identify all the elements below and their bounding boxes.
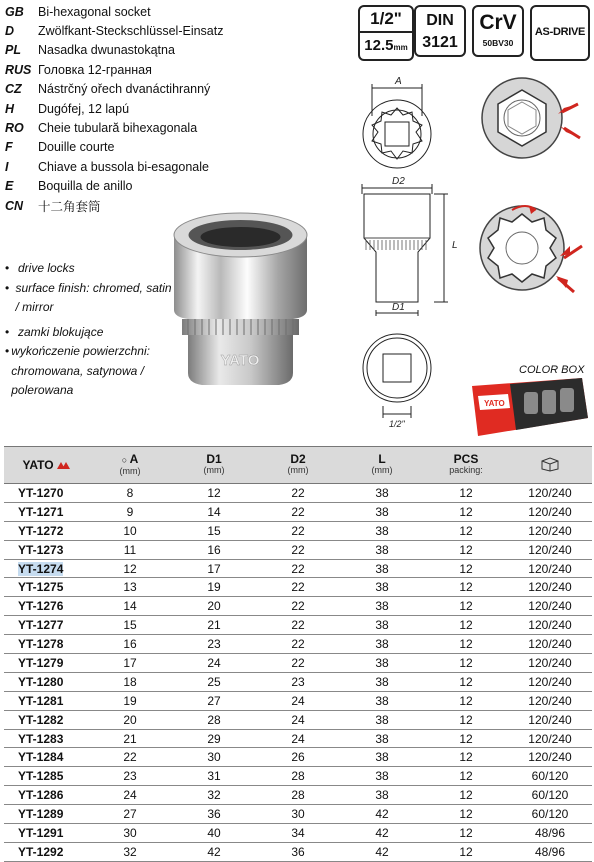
cell-d2: 22 <box>256 521 340 540</box>
cell-d1: 15 <box>172 521 256 540</box>
cell-a: 12 <box>88 559 172 578</box>
language-name: Dugófej, 12 lapú <box>38 101 130 116</box>
language-name: Cheie tubulară bihexagonala <box>38 121 198 136</box>
cell-d1: 42 <box>172 842 256 861</box>
header-d1: D1 (mm) <box>172 447 256 484</box>
cell-box: 120/240 <box>508 672 592 691</box>
cell-a: 23 <box>88 767 172 786</box>
cell-box: 120/240 <box>508 710 592 729</box>
table-row <box>4 502 592 521</box>
dim-a-label: A <box>395 76 402 87</box>
table-row <box>4 578 592 597</box>
table-row <box>4 842 592 861</box>
table-header-row <box>4 447 592 484</box>
din-standard-badge: DIN 3121 <box>414 5 466 57</box>
cell-pcs: 12 <box>424 578 508 597</box>
language-name: Chiave a bussola bi-esagonale <box>38 159 209 174</box>
header-l: L (mm) <box>340 447 424 484</box>
language-name: Bi-hexagonal socket <box>38 4 151 19</box>
cell-d2: 23 <box>256 672 340 691</box>
language-code: RUS <box>5 62 32 77</box>
table-row <box>4 710 592 729</box>
language-name: Boquilla de anillo <box>38 179 133 194</box>
cell-code: YT-1281 <box>4 691 88 710</box>
cell-code: YT-1276 <box>4 597 88 616</box>
cell-a: 13 <box>88 578 172 597</box>
cell-d1: 16 <box>172 540 256 559</box>
cell-d1: 14 <box>172 502 256 521</box>
cell-pcs: 12 <box>424 654 508 673</box>
table-row <box>4 521 592 540</box>
cell-code: YT-1280 <box>4 672 88 691</box>
cell-d1: 31 <box>172 767 256 786</box>
cell-l: 38 <box>340 578 424 597</box>
cell-d2: 22 <box>256 484 340 503</box>
yato-logo: YATO <box>22 460 69 471</box>
cell-pcs: 12 <box>424 805 508 824</box>
features-pl: • zamki blokujące • wykończenie powierzchni: chromowana, satynowa / polerowana <box>5 323 175 401</box>
cell-box: 120/240 <box>508 502 592 521</box>
cell-l: 38 <box>340 521 424 540</box>
dim-d1-label: D1 <box>392 302 405 313</box>
cell-box: 120/240 <box>508 578 592 597</box>
cell-code: YT-1285 <box>4 767 88 786</box>
language-name: Zwölfkant-Steckschlüssel-Einsatz <box>38 24 224 39</box>
cell-code: YT-1283 <box>4 729 88 748</box>
cell-code: YT-1275 <box>4 578 88 597</box>
cell-d1: 12 <box>172 484 256 503</box>
cell-pcs: 12 <box>424 691 508 710</box>
cell-l: 38 <box>340 635 424 654</box>
cell-code: YT-1292 <box>4 842 88 861</box>
cell-l: 38 <box>340 691 424 710</box>
cell-box: 48/96 <box>508 824 592 843</box>
language-code: RO <box>5 121 24 136</box>
language-code: F <box>5 140 13 155</box>
cell-l: 42 <box>340 805 424 824</box>
cell-d2: 22 <box>256 540 340 559</box>
cell-l: 38 <box>340 484 424 503</box>
cell-d2: 22 <box>256 654 340 673</box>
dim-l-label: L <box>452 240 458 251</box>
cell-l: 38 <box>340 616 424 635</box>
language-name: Nástrčný ořech dvanáctihranný <box>38 82 211 97</box>
table-row <box>4 786 592 805</box>
cell-a: 14 <box>88 597 172 616</box>
language-code: H <box>5 101 15 116</box>
cell-pcs: 12 <box>424 748 508 767</box>
language-list <box>5 2 275 215</box>
language-code: E <box>5 179 14 194</box>
cell-code: YT-1278 <box>4 635 88 654</box>
language-name: Головка 12-гранная <box>38 62 152 77</box>
table-row <box>4 559 592 578</box>
cell-code: YT-1291 <box>4 824 88 843</box>
feature-item: zamki blokujące <box>18 324 104 339</box>
cell-a: 18 <box>88 672 172 691</box>
cell-l: 38 <box>340 597 424 616</box>
colorbox-label: COLOR BOX <box>519 364 585 376</box>
cell-pcs: 12 <box>424 597 508 616</box>
cell-pcs: 12 <box>424 521 508 540</box>
cell-box: 60/120 <box>508 786 592 805</box>
header-brand <box>4 447 88 484</box>
header-a: ○ A (mm) <box>88 447 172 484</box>
cell-box: 120/240 <box>508 635 592 654</box>
cell-d2: 36 <box>256 842 340 861</box>
cell-code: YT-1289 <box>4 805 88 824</box>
cell-d2: 22 <box>256 635 340 654</box>
header-box <box>508 447 592 484</box>
drive-size-inch: 1/2" <box>360 7 412 33</box>
socket-photo <box>168 205 313 395</box>
cell-a: 20 <box>88 710 172 729</box>
language-name: Nasadka dwunastokątna <box>38 43 175 58</box>
cell-d1: 30 <box>172 748 256 767</box>
feature-item: drive locks <box>18 261 75 275</box>
cell-box: 120/240 <box>508 691 592 710</box>
cell-d1: 21 <box>172 616 256 635</box>
cell-a: 11 <box>88 540 172 559</box>
as-drive-illustration <box>474 68 590 308</box>
cell-box: 120/240 <box>508 729 592 748</box>
language-code: I <box>5 159 9 174</box>
table-row <box>4 597 592 616</box>
cell-pcs: 12 <box>424 824 508 843</box>
cell-box: 60/120 <box>508 805 592 824</box>
cell-d1: 23 <box>172 635 256 654</box>
cell-a: 16 <box>88 635 172 654</box>
cell-a: 27 <box>88 805 172 824</box>
material-badge: CrV 50BV30 <box>472 5 524 57</box>
cell-code: YT-1273 <box>4 540 88 559</box>
cell-pcs: 12 <box>424 484 508 503</box>
cell-code: YT-1271 <box>4 502 88 521</box>
language-row <box>5 157 275 176</box>
cell-l: 38 <box>340 767 424 786</box>
as-drive-badge: AS-DRIVE <box>530 5 590 61</box>
cell-a: 24 <box>88 786 172 805</box>
language-row <box>5 21 275 40</box>
language-row <box>5 118 275 137</box>
cell-box: 120/240 <box>508 521 592 540</box>
feature-item: wykończenie powierzchni: chromowana, satynowa / polerowana <box>11 344 150 397</box>
carton-box-icon <box>540 456 560 472</box>
language-row <box>5 2 275 21</box>
cell-d2: 34 <box>256 824 340 843</box>
cell-a: 22 <box>88 748 172 767</box>
cell-a: 10 <box>88 521 172 540</box>
table-row <box>4 691 592 710</box>
language-name: Douille courte <box>38 140 115 155</box>
cell-d2: 24 <box>256 710 340 729</box>
cell-pcs: 12 <box>424 767 508 786</box>
header-pcs: PCS packing: <box>424 447 508 484</box>
header-d2: D2 (mm) <box>256 447 340 484</box>
cell-pcs: 12 <box>424 540 508 559</box>
cell-box: 120/240 <box>508 616 592 635</box>
socket-brand-text: YATO <box>220 352 260 369</box>
cell-d2: 22 <box>256 597 340 616</box>
cell-d1: 25 <box>172 672 256 691</box>
table-row <box>4 767 592 786</box>
cell-d2: 22 <box>256 578 340 597</box>
colorbox-image <box>472 378 588 436</box>
cell-pcs: 12 <box>424 842 508 861</box>
cell-a: 9 <box>88 502 172 521</box>
cell-d1: 20 <box>172 597 256 616</box>
language-row <box>5 60 275 79</box>
cell-d2: 22 <box>256 502 340 521</box>
cell-pcs: 12 <box>424 616 508 635</box>
cell-a: 30 <box>88 824 172 843</box>
cell-d2: 26 <box>256 748 340 767</box>
cell-a: 32 <box>88 842 172 861</box>
cell-l: 38 <box>340 748 424 767</box>
table-row <box>4 484 592 503</box>
cell-code: YT-1279 <box>4 654 88 673</box>
table-row <box>4 805 592 824</box>
drive-size-mm: 12.5mm <box>364 37 408 54</box>
feature-item: surface finish: chromed, satin / mirror <box>15 280 172 314</box>
cell-box: 120/240 <box>508 540 592 559</box>
cell-a: 17 <box>88 654 172 673</box>
cell-box: 120/240 <box>508 654 592 673</box>
language-code: PL <box>5 43 21 58</box>
technical-drawing <box>352 72 472 432</box>
cell-l: 38 <box>340 710 424 729</box>
cell-d2: 24 <box>256 729 340 748</box>
cell-code: YT-1274 <box>4 559 88 578</box>
cell-box: 120/240 <box>508 748 592 767</box>
dim-d2-label: D2 <box>392 176 405 187</box>
cell-pcs: 12 <box>424 635 508 654</box>
table-row <box>4 654 592 673</box>
cell-l: 42 <box>340 824 424 843</box>
cell-pcs: 12 <box>424 710 508 729</box>
cell-l: 38 <box>340 729 424 748</box>
cell-d1: 29 <box>172 729 256 748</box>
drive-label: 1/2" <box>389 419 405 429</box>
cell-d2: 22 <box>256 559 340 578</box>
cell-box: 60/120 <box>508 767 592 786</box>
cell-a: 8 <box>88 484 172 503</box>
features-en: • drive locks • surface finish: chromed, satin / mirror <box>5 259 175 318</box>
cell-d2: 28 <box>256 786 340 805</box>
cell-d1: 24 <box>172 654 256 673</box>
features-list <box>5 259 175 406</box>
table-row <box>4 748 592 767</box>
language-code: CZ <box>5 82 22 97</box>
cell-box: 120/240 <box>508 484 592 503</box>
cell-pcs: 12 <box>424 672 508 691</box>
language-code: GB <box>5 4 24 19</box>
language-row <box>5 138 275 157</box>
cell-d2: 28 <box>256 767 340 786</box>
cell-l: 38 <box>340 540 424 559</box>
cell-d2: 30 <box>256 805 340 824</box>
cell-code: YT-1282 <box>4 710 88 729</box>
cell-box: 120/240 <box>508 559 592 578</box>
cell-box: 120/240 <box>508 597 592 616</box>
cell-l: 38 <box>340 786 424 805</box>
cell-d1: 19 <box>172 578 256 597</box>
language-row <box>5 41 275 60</box>
language-code: CN <box>5 198 24 213</box>
cell-a: 19 <box>88 691 172 710</box>
cell-code: YT-1277 <box>4 616 88 635</box>
table-row <box>4 672 592 691</box>
cell-code: YT-1270 <box>4 484 88 503</box>
cell-d1: 17 <box>172 559 256 578</box>
specification-table <box>4 446 592 862</box>
cell-code: YT-1286 <box>4 786 88 805</box>
language-row <box>5 80 275 99</box>
cell-d1: 40 <box>172 824 256 843</box>
table-row <box>4 540 592 559</box>
language-name: 十二角套筒 <box>38 199 101 214</box>
yato-chevron-icon <box>56 461 70 470</box>
drive-size-badge <box>358 5 414 61</box>
cell-l: 42 <box>340 842 424 861</box>
cell-a: 21 <box>88 729 172 748</box>
cell-d2: 22 <box>256 616 340 635</box>
language-row <box>5 177 275 196</box>
cell-code: YT-1272 <box>4 521 88 540</box>
cell-pcs: 12 <box>424 786 508 805</box>
cell-l: 38 <box>340 672 424 691</box>
cell-pcs: 12 <box>424 502 508 521</box>
table-row <box>4 824 592 843</box>
cell-d1: 36 <box>172 805 256 824</box>
cell-d1: 27 <box>172 691 256 710</box>
hex-bore-icon: ○ <box>121 454 130 465</box>
table-row <box>4 729 592 748</box>
cell-l: 38 <box>340 559 424 578</box>
cell-d1: 32 <box>172 786 256 805</box>
table-row <box>4 635 592 654</box>
table-row <box>4 616 592 635</box>
cell-l: 38 <box>340 502 424 521</box>
cell-pcs: 12 <box>424 559 508 578</box>
cell-d1: 28 <box>172 710 256 729</box>
cell-d2: 24 <box>256 691 340 710</box>
cell-code: YT-1284 <box>4 748 88 767</box>
language-row <box>5 99 275 118</box>
cell-l: 38 <box>340 654 424 673</box>
cell-pcs: 12 <box>424 729 508 748</box>
cell-box: 48/96 <box>508 842 592 861</box>
cell-a: 15 <box>88 616 172 635</box>
colorbox-brand: YATO <box>484 399 505 408</box>
language-code: D <box>5 24 15 39</box>
